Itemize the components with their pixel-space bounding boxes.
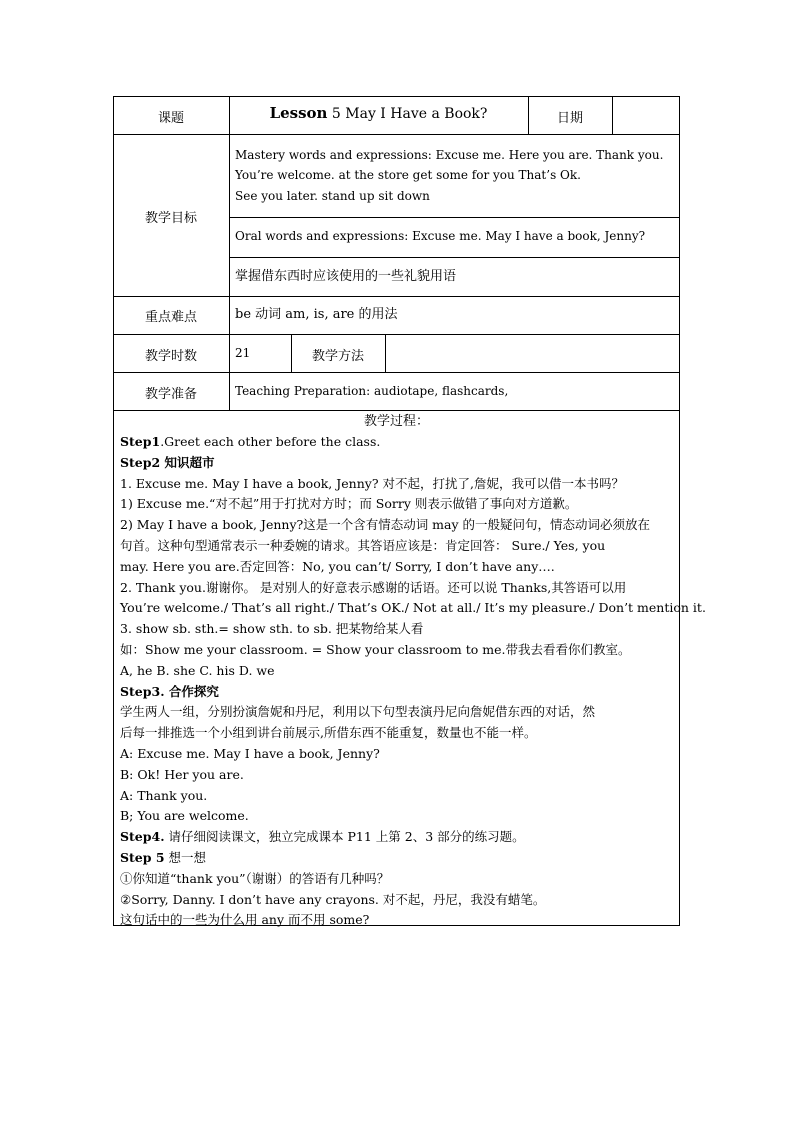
process-line bbox=[120, 767, 244, 782]
process-line bbox=[120, 684, 219, 699]
process-step-text: A, he B. she C. his D. we bbox=[120, 662, 275, 678]
lesson-title-rest: 5 May I Have a Book? bbox=[327, 106, 488, 122]
column-divider bbox=[229, 96, 230, 410]
row-divider bbox=[113, 296, 680, 297]
process-step-text: ①你知道“thank you”（谢谢）的答语有几种吗？ bbox=[120, 870, 390, 886]
process-line bbox=[120, 621, 423, 636]
process-line bbox=[120, 871, 389, 886]
process-step-text: .Greet each other before the class. bbox=[160, 434, 381, 449]
prep-label: 教学准备 bbox=[144, 387, 197, 402]
process-step-text: 2. Thank you.谢谢你。 是对别人的好意表示感谢的话语。还可以说 Thanks,其答语可以用 bbox=[120, 579, 627, 595]
row-divider bbox=[113, 134, 680, 135]
process-step-text: A: Thank you. bbox=[120, 787, 208, 803]
method-label: 教学方法 bbox=[311, 349, 364, 364]
process-line bbox=[120, 704, 595, 719]
process-line bbox=[120, 912, 369, 927]
process-step-text: 请仔细阅读课文，独立完成课本 P11 上第 2、3 部分的练习题。 bbox=[164, 829, 525, 845]
date-label: 日期 bbox=[556, 111, 583, 126]
process-step-text: 1) Excuse me.“对不起”用于打扰对方时；而 Sorry 则表示做错了事向对方道歉。 bbox=[120, 496, 578, 512]
process-line bbox=[120, 455, 215, 470]
process-line bbox=[120, 434, 380, 449]
process-step-text: 想一想 bbox=[164, 850, 207, 865]
process-line bbox=[120, 746, 380, 761]
process-line bbox=[120, 580, 626, 595]
process-step-text: 句首。这种句型通常表示一种委婉的请求。其答语应该是：肯定回答： Sure./ Yes, you bbox=[120, 538, 606, 553]
oral-expressions: Oral words and expressions: Excuse me. May I have a book, Jenny? bbox=[235, 229, 646, 243]
row-divider bbox=[229, 257, 680, 258]
process-step-text: You’re welcome./ That’s all right./ That’s OK./ Not at all./ It’s my pleasure./ Don’t mention it. bbox=[120, 600, 706, 616]
manners-goal: 掌握借东西时应该使用的一些礼貌用语 bbox=[235, 269, 457, 284]
process-line bbox=[120, 725, 536, 740]
row-divider bbox=[113, 372, 680, 373]
process-step-text: A: Excuse me. May I have a book, Jenny? bbox=[120, 746, 380, 761]
process-step-text: 1. Excuse me. May I have a book, Jenny? 对不起，打扰了,詹妮，我可以借一本书吗？ bbox=[120, 475, 624, 491]
process-step-heading: Step1 bbox=[120, 434, 161, 449]
row-divider bbox=[113, 334, 680, 335]
process-step-heading: Step2 知识超市 bbox=[120, 454, 215, 470]
process-step-text: may. Here you are.否定回答：No, you can’t/ Sorry, I don’t have any…. bbox=[120, 558, 555, 574]
process-step-text: 这句话中的一些为什么用 any 而不用 some? bbox=[120, 912, 370, 928]
process-line bbox=[120, 517, 650, 532]
hours-label: 教学时数 bbox=[144, 349, 197, 364]
process-step-text: 如：Show me your classroom. = Show your classroom to me.带我去看看你们教室。 bbox=[120, 642, 631, 657]
topic-label: 课题 bbox=[157, 111, 184, 126]
key-points-label: 重点难点 bbox=[144, 310, 197, 325]
process-step-text: 2) May I have a book, Jenny?这是一个含有情态动词 may 的一般疑问句，情态动词必须放在 bbox=[120, 517, 651, 533]
process-title: 教学过程： bbox=[363, 414, 429, 429]
mastery-line-1: Mastery words and expressions: Excuse me. Here you are. Thank you. bbox=[235, 148, 664, 162]
process-line bbox=[120, 788, 207, 803]
hours-value: 21 bbox=[235, 346, 251, 360]
lesson-title-bold: Lesson bbox=[269, 104, 328, 122]
process-line bbox=[120, 476, 624, 491]
process-step-text: ②Sorry, Danny. I don’t have any crayons. 对不起，丹尼，我没有蜡笔。 bbox=[120, 891, 546, 907]
process-line bbox=[120, 892, 545, 907]
mastery-line-3: See you later. stand up sit down bbox=[235, 189, 430, 203]
process-line bbox=[120, 496, 577, 511]
process-step-text: 3. show sb. sth.= show sth. to sb. 把某物给某人看 bbox=[120, 621, 424, 637]
column-divider bbox=[612, 96, 613, 134]
goals-label: 教学目标 bbox=[144, 211, 197, 226]
process-step-text: B: Ok! Her you are. bbox=[120, 766, 244, 782]
process-line bbox=[120, 642, 630, 657]
process-step-heading: Step3. 合作探究 bbox=[120, 683, 219, 699]
process-line bbox=[120, 808, 249, 823]
row-divider bbox=[229, 217, 680, 218]
process-line bbox=[120, 559, 555, 574]
process-line bbox=[120, 829, 525, 844]
process-step-text: 后每一排推选一个小组到讲台前展示,所借东西不能重复，数量也不能一样。 bbox=[120, 725, 537, 741]
process-line bbox=[120, 600, 706, 615]
process-line bbox=[120, 663, 275, 678]
process-step-text: 学生两人一组，分别扮演詹妮和丹尼，利用以下句型表演丹尼向詹妮借东西的对话，然 bbox=[120, 704, 596, 720]
process-step-text: B; You are welcome. bbox=[120, 808, 249, 824]
process-line bbox=[120, 538, 605, 553]
row-divider bbox=[113, 410, 680, 411]
prep-value: Teaching Preparation: audiotape, flashcards, bbox=[235, 384, 509, 398]
process-step-heading: Step4. bbox=[120, 829, 165, 845]
mastery-line-2: You’re welcome. at the store get some for you That’s Ok. bbox=[235, 168, 581, 182]
column-divider bbox=[385, 334, 386, 372]
process-line bbox=[120, 850, 206, 865]
key-points-value: be 动词 am, is, are 的用法 bbox=[235, 307, 398, 322]
lesson-title bbox=[229, 106, 528, 122]
process-step-heading: Step 5 bbox=[120, 850, 165, 865]
